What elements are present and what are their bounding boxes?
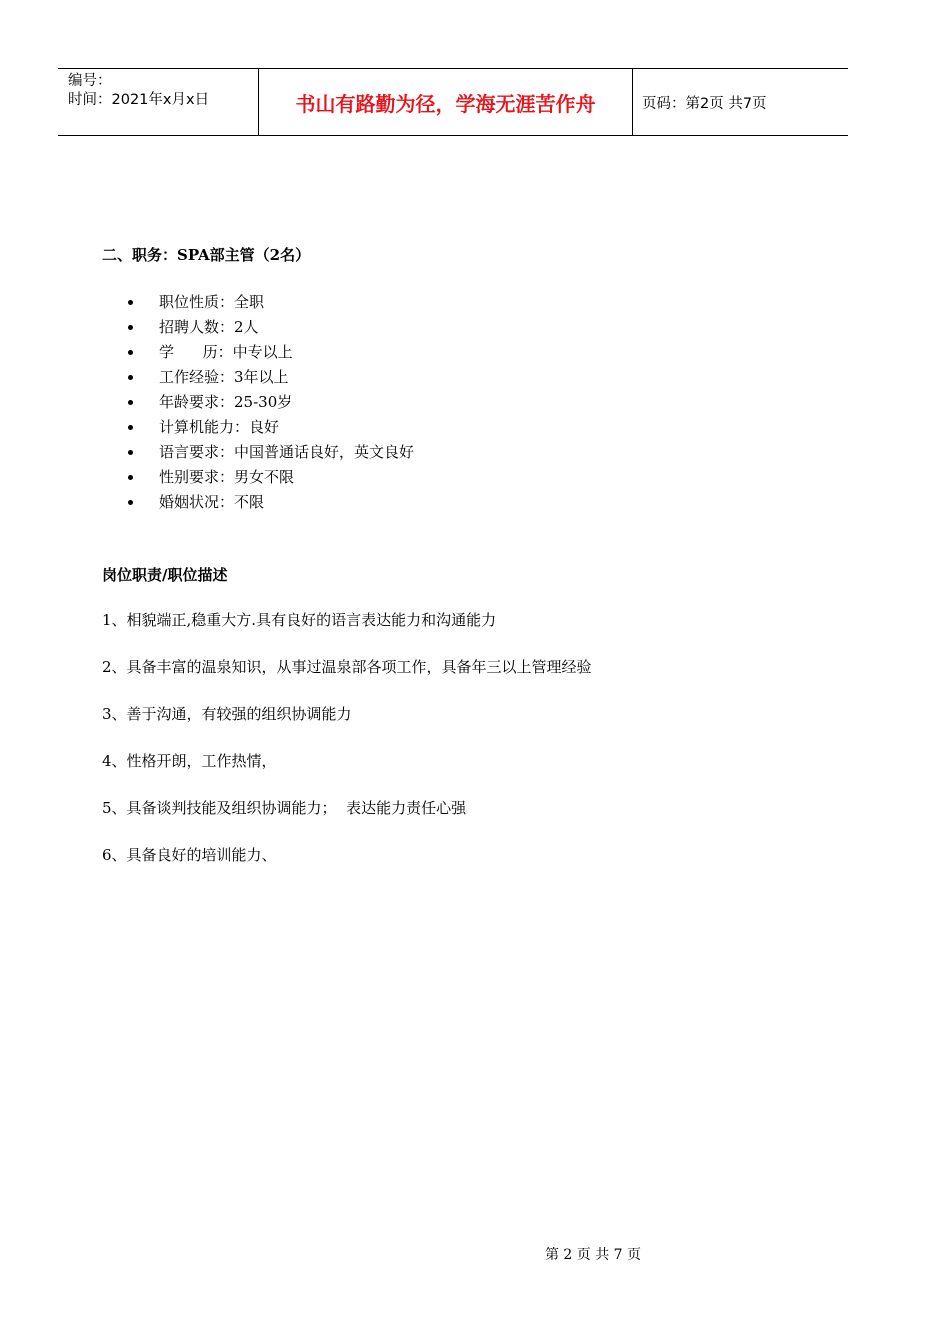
duty-item: 1、相貌端正,稳重大方.具有良好的语言表达能力和沟通能力	[102, 611, 497, 629]
bullet-icon	[128, 475, 133, 480]
duty-item: 2、具备丰富的温泉知识，从事过温泉部各项工作，具备年三以上管理经验	[102, 658, 592, 676]
list-item: 职位性质：全职	[128, 290, 414, 315]
requirement-list	[128, 290, 414, 515]
bullet-icon	[128, 500, 133, 505]
header-info-cell	[58, 69, 259, 135]
duties-list	[102, 608, 592, 890]
bullet-icon	[128, 325, 133, 330]
duty-item: 6、具备良好的培训能力、	[102, 846, 277, 864]
bullet-icon	[128, 375, 133, 380]
bullet-icon	[128, 400, 133, 405]
header-page-label: 页码：第2页 共7页	[642, 95, 767, 112]
header-motto: 书山有路勤为径，学海无涯苦作舟	[259, 69, 633, 135]
list-item: 年龄要求：25-30岁	[128, 390, 414, 415]
page-footer: 第 2 页 共 7 页	[544, 1247, 642, 1263]
page-header	[58, 68, 848, 136]
list-item: 语言要求：中国普通话良好，英文良好	[128, 440, 414, 465]
duty-item: 5、具备谈判技能及组织协调能力； 表达能力责任心强	[102, 799, 467, 817]
document-number-label: 编号：	[68, 73, 112, 89]
list-item: 招聘人数：2人	[128, 315, 414, 340]
list-item: 计算机能力：良好	[128, 415, 414, 440]
list-item: 婚姻状况：不限	[128, 490, 414, 515]
bullet-icon	[128, 350, 133, 355]
bullet-icon	[128, 425, 133, 430]
duty-item: 4、性格开朗，工作热情，	[102, 752, 277, 770]
list-item: 工作经验：3年以上	[128, 365, 414, 390]
bullet-icon	[128, 450, 133, 455]
list-item: 性别要求：男女不限	[128, 465, 414, 490]
bullet-icon	[128, 300, 133, 305]
duties-title: 岗位职责/职位描述	[102, 566, 228, 584]
duty-item: 3、善于沟通，有较强的组织协调能力	[102, 705, 352, 723]
document-date-label: 时间：2021年x月x日	[68, 92, 210, 108]
list-item: 学 历：中专以上	[128, 340, 414, 365]
section-title: 二、职务：SPA部主管（2名）	[102, 246, 311, 264]
